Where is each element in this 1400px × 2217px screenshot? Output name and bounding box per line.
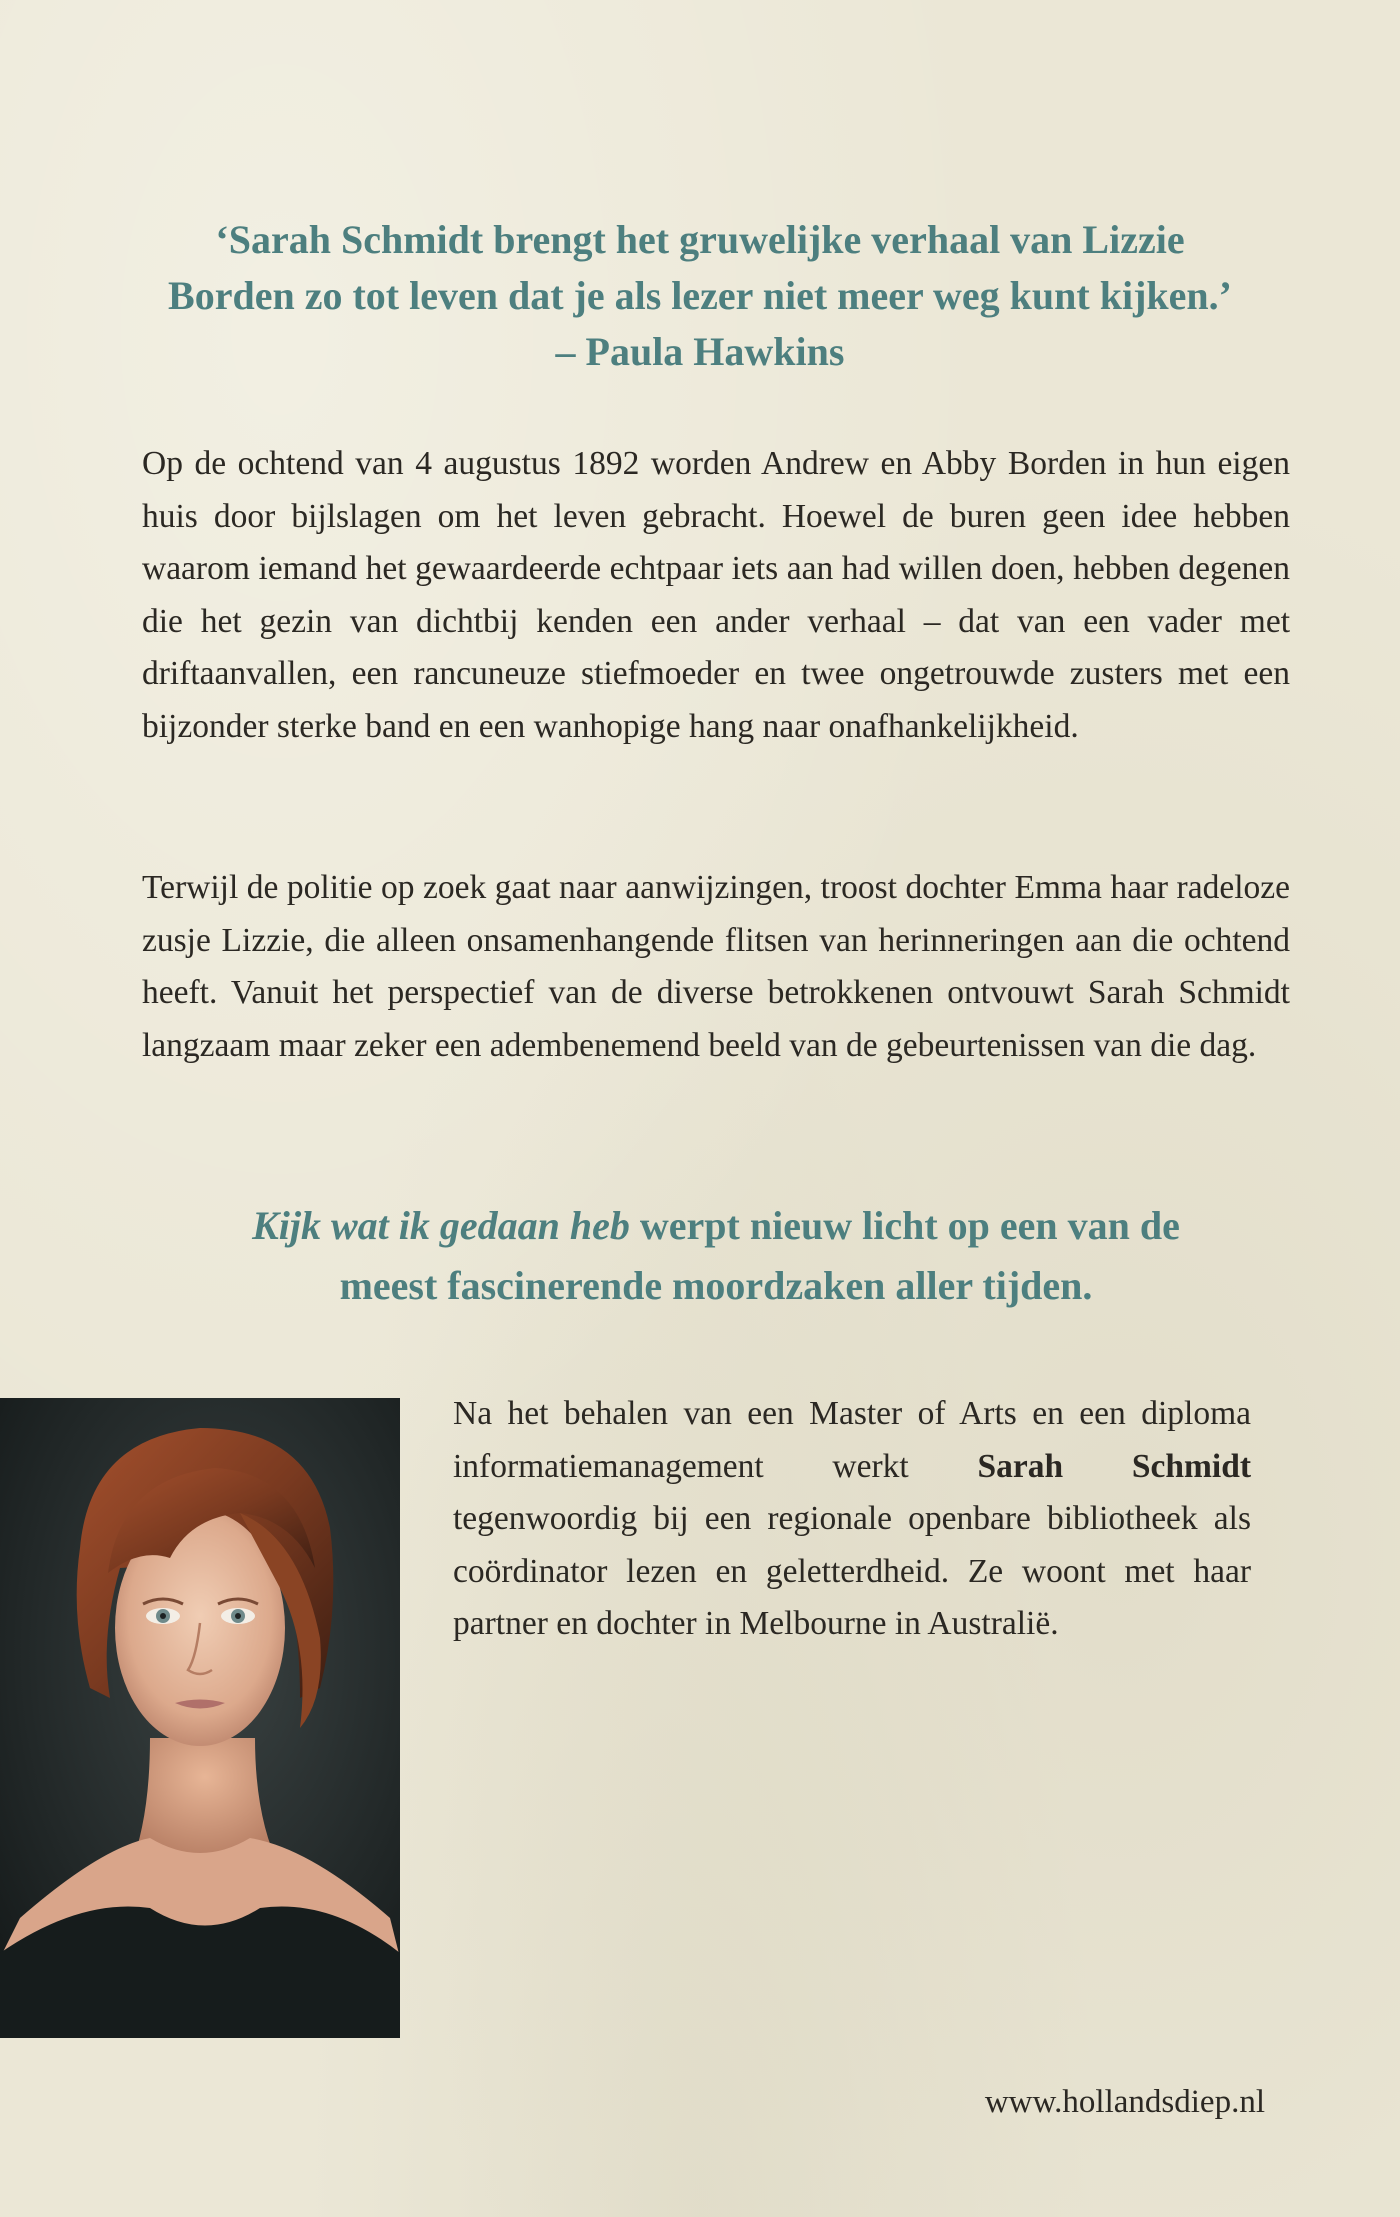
author-photo: [0, 1398, 400, 2038]
author-bio: [453, 1388, 1251, 1651]
quote-line-2: Borden zo tot leven dat je als lezer niet meer weg kunt kijken.’: [168, 273, 1232, 318]
author-bio-part-2: tegenwoordig bij een regionale openbare bibliotheek als coördinator lezen en geletterdheid. Ze woont met haar partner en dochter in Melbourne in Australië.: [453, 1500, 1251, 1642]
author-name: Sarah Schmidt: [977, 1447, 1252, 1485]
review-quote: [140, 212, 1260, 380]
quote-line-1: ‘Sarah Schmidt brengt het gruwelijke verhaal van Lizzie: [215, 217, 1185, 262]
publisher-website: www.hollandsdiep.nl: [984, 2084, 1265, 2120]
tagline-line-2: meest fascinerende moordzaken aller tijden.: [339, 1263, 1093, 1308]
author-bio-part-1: Na het behalen van een Master of Arts en een diploma informatiemanagement werkt: [453, 1395, 1251, 1485]
tagline-line-1-rest: werpt nieuw licht op een van de: [629, 1203, 1180, 1248]
description-paragraph-2: Terwijl de politie op zoek gaat naar aanwijzingen, troost dochter Emma haar radeloze zusje Lizzie, die alleen onsamenhangende flitsen van herinneringen aan die ochtend heeft. Vanuit het perspectief van de diverse betrokkenen ontvouwt Sarah Schmidt langzaam maar zeker een adembenemend beeld van de gebeurtenissen van die dag.: [142, 869, 1290, 1064]
description-paragraph-1: Op de ochtend van 4 augustus 1892 worden Andrew en Abby Borden in hun eigen huis door bijlslagen om het leven gebracht. Hoewel de buren geen idee hebben waarom iemand het gewaardeerde echtpaar iets aan had willen doen, hebben degenen die het gezin van dichtbij kenden een ander verhaal – dat van een vader met driftaanvallen, een rancuneuze stiefmoeder en twee ongetrouwde zusters met een bijzonder sterke band en een wanhopige hang naar onafhankelijkheid.: [142, 445, 1290, 745]
tagline: [142, 1196, 1290, 1316]
quote-attribution: – Paula Hawkins: [555, 329, 845, 374]
book-title: Kijk wat ik gedaan heb: [252, 1203, 630, 1248]
tagline-line-1: [142, 1196, 1290, 1256]
